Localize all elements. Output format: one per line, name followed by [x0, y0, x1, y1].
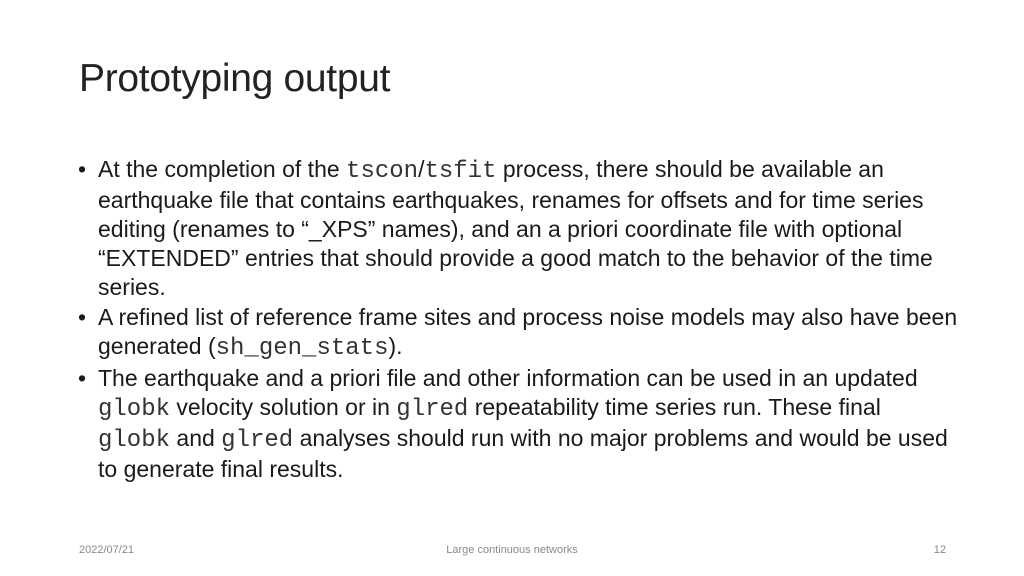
- command-name-globk: globk: [98, 396, 171, 423]
- bullet-text-segment: velocity solution or in: [170, 394, 397, 420]
- command-name-globk: globk: [98, 427, 171, 454]
- bullet-dot-icon: •: [78, 156, 87, 182]
- bullet-item: [78, 155, 958, 302]
- bullet-list: [78, 155, 958, 485]
- bullet-text-segment: A refined list of reference frame sites and process noise models may also have been generated (: [98, 304, 958, 359]
- bullet-text: [98, 365, 948, 482]
- bullet-item: [78, 303, 958, 363]
- command-name-tsfit: tsfit: [424, 158, 497, 185]
- command-name-sh-gen-stats: sh_gen_stats: [215, 335, 389, 362]
- page-number: 12: [933, 544, 946, 556]
- bullet-dot-icon: •: [78, 304, 87, 330]
- bullet-text-segment: ).: [388, 333, 403, 359]
- bullet-text-segment: analyses should run with no major problems and would be used to generate final results.: [98, 425, 948, 482]
- bullet-text: [98, 156, 933, 300]
- bullet-dot-icon: •: [78, 365, 87, 391]
- command-name-tscon: tscon: [346, 158, 419, 185]
- bullet-text-segment: /: [418, 156, 425, 182]
- bullet-text-segment: process, there should be available an earthquake file that contains earthquakes, renames for offsets and for time series editing (renames to “_XPS” names), and an a priori coordinate file with optional “EXTENDED” entries that should provide a good match to the behavior of the time series.: [98, 156, 933, 300]
- footer-date: 2022/07/21: [79, 544, 135, 556]
- command-name-glred: glred: [221, 427, 294, 454]
- bullet-item: [78, 364, 958, 484]
- footer-title: Large continuous networks: [446, 544, 578, 556]
- bullet-text-segment: The earthquake and a priori file and other information can be used in an updated: [98, 365, 918, 391]
- bullet-text-segment: repeatability time series run. These final: [468, 394, 881, 420]
- bullet-text-segment: At the completion of the: [98, 156, 347, 182]
- bullet-text-segment: and: [170, 425, 222, 451]
- bullet-text: [98, 304, 958, 362]
- slide-title: Prototyping output: [79, 57, 391, 100]
- command-name-glred: glred: [396, 396, 469, 423]
